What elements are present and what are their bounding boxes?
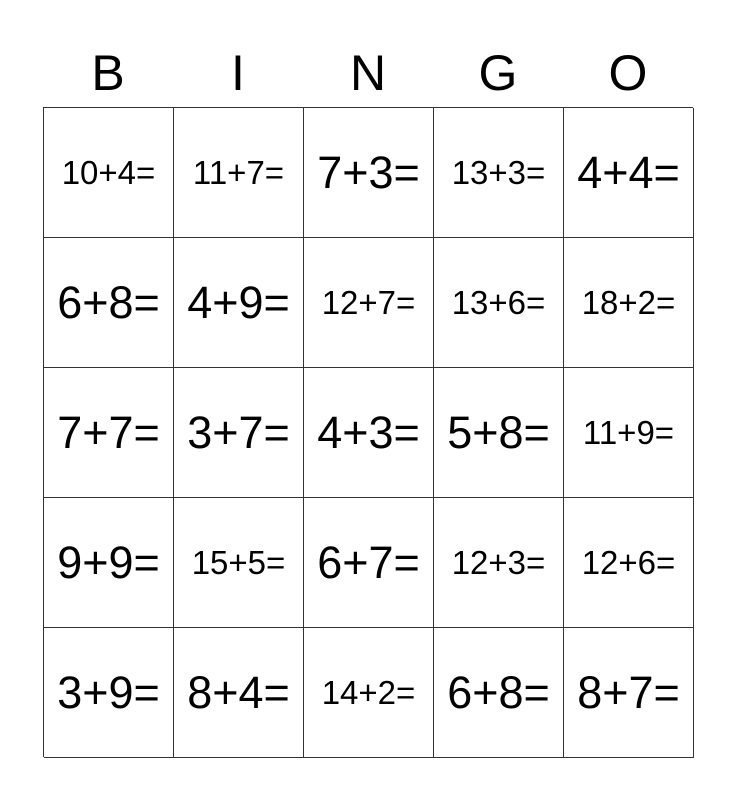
header-letter-i: I: [231, 45, 245, 101]
bingo-cell: 11+7=: [174, 108, 304, 238]
bingo-cell: 6+8=: [434, 628, 564, 758]
bingo-card-grid: [43, 107, 693, 757]
bingo-cell: 14+2=: [304, 628, 434, 758]
header-letter-n: N: [349, 45, 387, 101]
bingo-cell: 18+2=: [564, 238, 694, 368]
bingo-cell: 12+3=: [434, 498, 564, 628]
header-letter-g: G: [478, 45, 518, 101]
bingo-cell: 10+4=: [44, 108, 174, 238]
bingo-cell: 3+7=: [174, 368, 304, 498]
bingo-cell: 11+9=: [564, 368, 694, 498]
bingo-cell: 7+3=: [304, 108, 434, 238]
header-letter-o: O: [608, 45, 648, 101]
bingo-cell: 15+5=: [174, 498, 304, 628]
bingo-header: [43, 40, 693, 106]
bingo-cell: 6+8=: [44, 238, 174, 368]
header-letter-b: B: [91, 45, 125, 101]
bingo-cell: 12+6=: [564, 498, 694, 628]
bingo-cell: 5+8=: [434, 368, 564, 498]
bingo-cell: 4+3=: [304, 368, 434, 498]
bingo-cell: 9+9=: [44, 498, 174, 628]
bingo-cell: 8+7=: [564, 628, 694, 758]
bingo-cell: 4+4=: [564, 108, 694, 238]
bingo-cell: 8+4=: [174, 628, 304, 758]
bingo-cell: 6+7=: [304, 498, 434, 628]
bingo-cell: 4+9=: [174, 238, 304, 368]
bingo-cell: 12+7=: [304, 238, 434, 368]
bingo-cell: 13+6=: [434, 238, 564, 368]
bingo-cell: 13+3=: [434, 108, 564, 238]
bingo-cell: 7+7=: [44, 368, 174, 498]
bingo-cell: 3+9=: [44, 628, 174, 758]
